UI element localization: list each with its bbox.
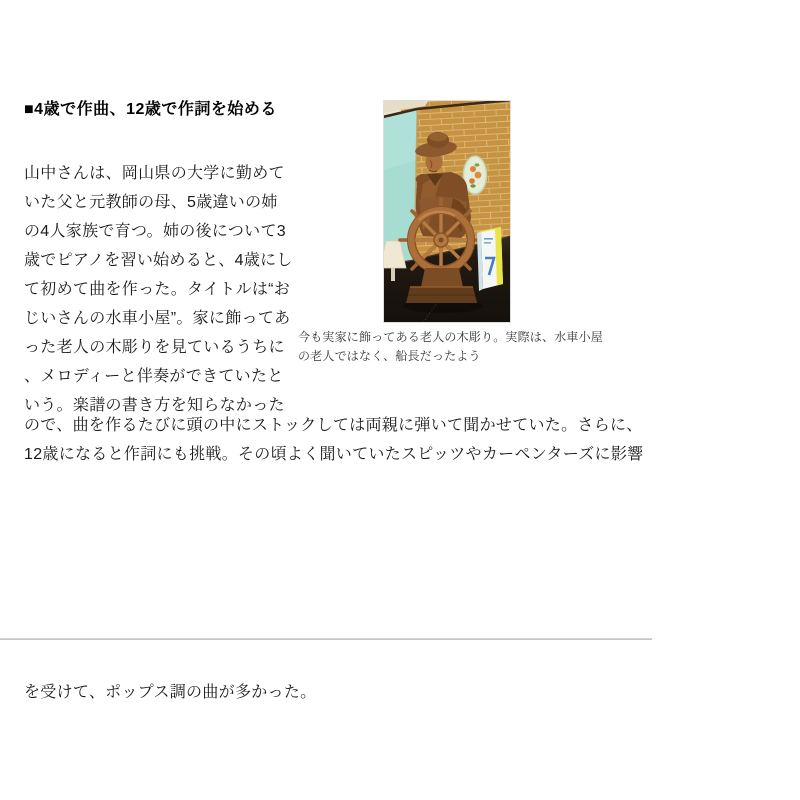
body-text-line: じいさんの水車小屋”。家に飾ってあ [24, 310, 291, 327]
body-text-line: った老人の木彫りを見ているうちに [24, 339, 285, 356]
body-text-line: いう。楽譜の書き方を知らなかった [24, 397, 285, 414]
body-text-line: 12歳になると作詞にも挑戦。その頃よく聞いていたスピッツやカーペンターズに影響 [24, 446, 644, 463]
body-text-line: の4人家族で育つ。姉の後について3 [24, 223, 286, 240]
body-text-line: 、メロディーと伴奏ができていたと [24, 368, 284, 385]
content-divider [0, 638, 652, 640]
body-text [24, 159, 643, 469]
photo-caption-line: 今も実家に飾ってある老人の木彫り。実際は、水車小屋 [298, 330, 604, 344]
body-text-line: ので、曲を作るたびに頭の中にストックしては両親に弾いて聞かせていた。さらに、 [24, 417, 643, 434]
body-text-line: いた父と元教師の母、5歳違いの姉 [24, 194, 278, 211]
section-heading: ■4歳で作曲、12歳で作詞を始める [24, 101, 277, 118]
body-text-line: 山中さんは、岡山県の大学に勤めて [24, 165, 285, 182]
body-text-line: て初めて曲を作った。タイトルは“お [24, 281, 291, 298]
photo-caption-line: の老人ではなく、船長だったよう [298, 349, 481, 363]
body-text-line: 歳でピアノを習い始めると、4歳にし [24, 252, 293, 269]
paragraph-continuation: を受けて、ポップス調の曲が多かった。 [24, 684, 317, 701]
